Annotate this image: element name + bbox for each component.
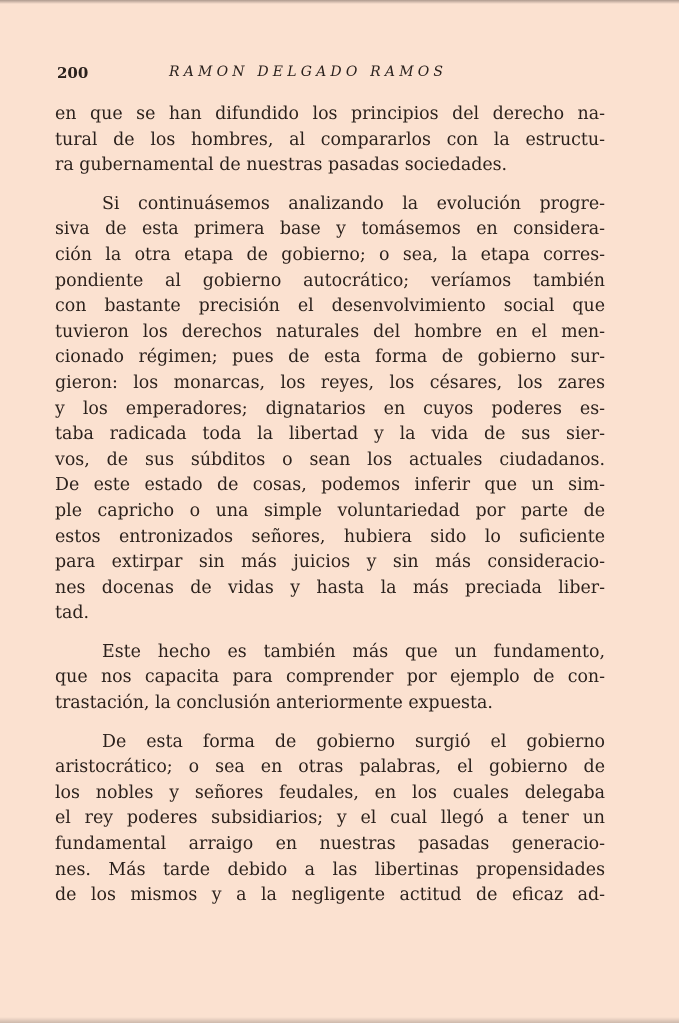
page-header [57,64,607,86]
text-line: Si continuásemos analizando la evolución progre- [102,193,605,214]
text-line: de los mismos y a la negligente actitud de eficaz ad- [55,885,605,906]
text-line: ción la otra etapa de gobierno; o sea, la etapa corres- [55,244,605,265]
page-bottom-edge [0,1017,679,1023]
text-line: trastación, la conclusión anteriormente expuesta. [55,693,493,714]
text-line: cionado régimen; pues de esta forma de gobierno sur- [55,347,605,368]
text-line: siva de esta primera base y tomásemos en considera- [55,219,605,240]
body-text [55,102,605,909]
text-line: fundamental arraigo en nuestras pasadas generacio- [55,834,605,855]
text-line: aristocrático; o sea en otras palabras, el gobierno de [55,757,605,778]
text-line: tural de los hombres, al compararlos con la estructu- [55,129,605,150]
running-head: RAMON DELGADO RAMOS [169,64,448,80]
text-line: ra gubernamental de nuestras pasadas sociedades. [55,155,508,176]
text-line: pondiente al gobierno autocrático; veríamos también [55,270,605,291]
text-line: y los emperadores; dignatarios en cuyos poderes es- [55,398,605,419]
paragraph-4 [55,730,605,909]
text-line: estos entronizados señores, hubiera sido lo suficiente [55,526,605,547]
text-line: el rey poderes subsidiarios; y el cual llegó a tener un [55,808,605,829]
paragraph-3 [55,640,605,717]
text-line: que nos capacita para comprender por ejemplo de con- [55,667,605,688]
text-line: De esta forma de gobierno surgió el gobierno [102,731,605,752]
text-line: en que se han difundido los principios del derecho na- [55,104,605,124]
paragraph-1 [55,102,605,179]
text-line: con bastante precisión el desenvolvimiento social que [55,296,605,317]
text-line: Este hecho es también más que un fundamento, [102,641,605,662]
page-top-edge [0,0,679,4]
text-line: nes docenas de vidas y hasta la más preciada liber- [55,577,605,598]
text-line: para extirpar sin más juicios y sin más consideracio- [55,552,605,573]
text-line: nes. Más tarde debido a las libertinas propensidades [55,859,605,880]
text-line: gieron: los monarcas, los reyes, los césares, los zares [55,372,605,393]
text-line: De este estado de cosas, podemos inferir que un sim- [55,475,605,496]
text-line: tuvieron los derechos naturales del hombre en el men- [55,321,605,342]
text-line: los nobles y señores feudales, en los cuales delegaba [55,782,605,803]
page-number: 200 [57,64,89,82]
text-line: taba radicada toda la libertad y la vida de sus sier- [55,424,605,445]
text-line: tad. [55,603,90,624]
paragraph-2 [55,192,605,627]
text-line: ple capricho o una simple voluntariedad por parte de [55,500,605,521]
text-line: vos, de sus súbditos o sean los actuales ciudadanos. [55,449,605,470]
